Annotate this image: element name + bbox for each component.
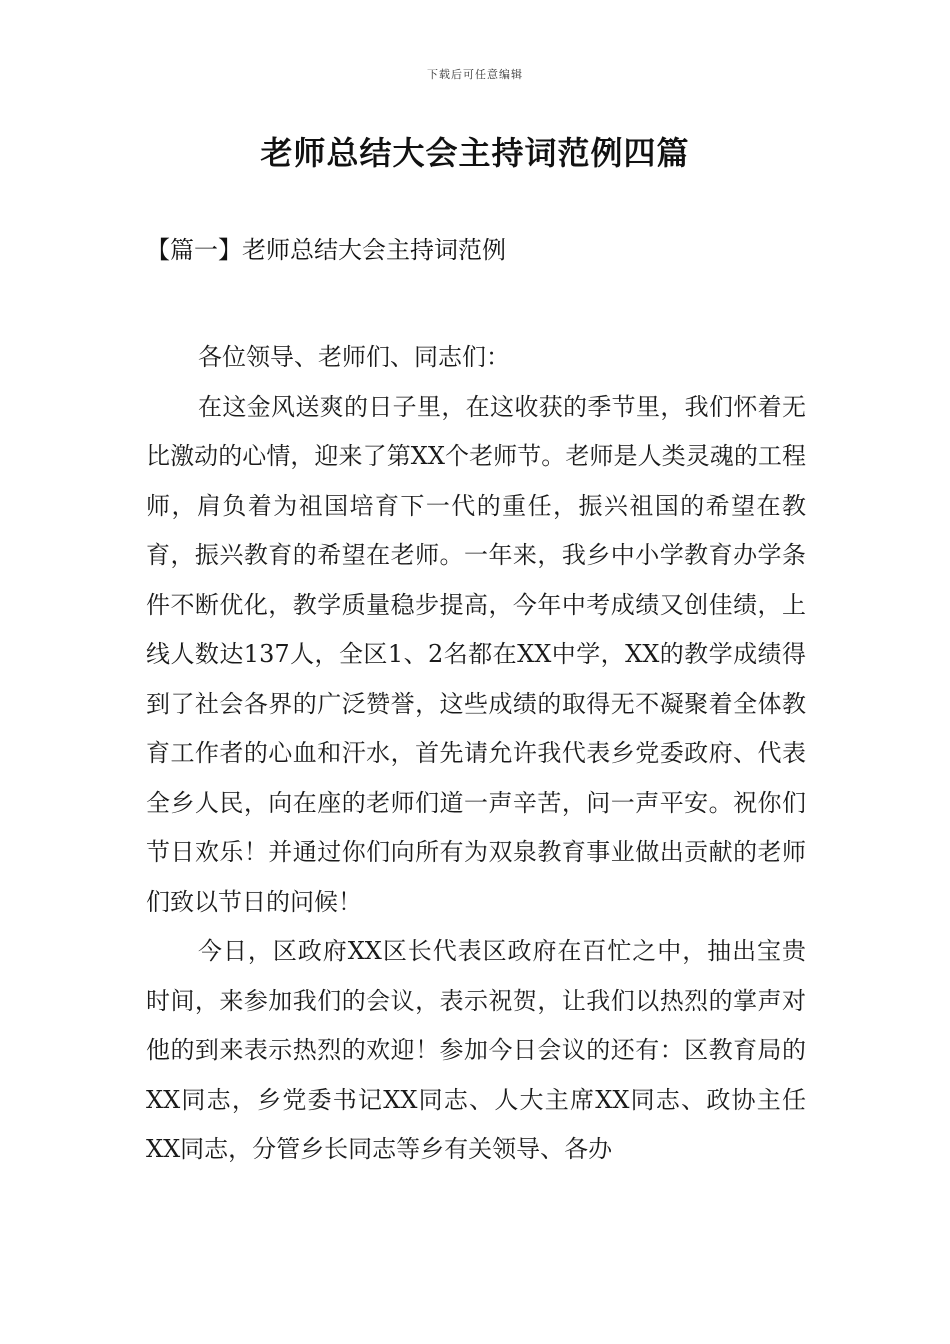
document-title: 老师总结大会主持词范例四篇 xyxy=(260,134,690,172)
body-paragraph-salutation: 各位领导、老师们、同志们： xyxy=(198,343,510,371)
body-paragraph: 今日，区政府XX区长代表区政府在百忙之中，抽出宝贵时间，来参加我们的会议，表示祝贺，让我们以热烈的掌声对他的到来表示热烈的欢迎！参加今日会议的还有：区教育局的XX同志，乡党委书记XX同志、人大主席XX同志、政协主任XX同志，分管乡长同志等乡有关领导、各办 xyxy=(146,937,806,1163)
body-paragraph: 在这金风送爽的日子里，在这收获的季节里，我们怀着无比激动的心情，迎来了第XX个老师节。老师是人类灵魂的工程师，肩负着为祖国培育下一代的重任，振兴祖国的希望在教育，振兴教育的希望在老师。一年来，我乡中小学教育办学条件不断优化，教学质量稳步提高，今年中考成绩又创佳绩，上线人数达137人，全区1、2名都在XX中学，XX的教学成绩得到了社会各界的广泛赞誉，这些成绩的取得无不凝聚着全体教育工作者的心血和汗水，首先请允许我代表乡党委政府、代表全乡人民，向在座的老师们道一声辛苦，问一声平安。祝你们节日欢乐！并通过你们向所有为双泉教育事业做出贡献的老师们致以节日的问候！ xyxy=(146,392,806,916)
section-heading: 【篇一】老师总结大会主持词范例 xyxy=(146,236,506,264)
document-body xyxy=(146,333,806,1175)
page-header-note: 下载后可任意编辑 xyxy=(427,68,523,81)
